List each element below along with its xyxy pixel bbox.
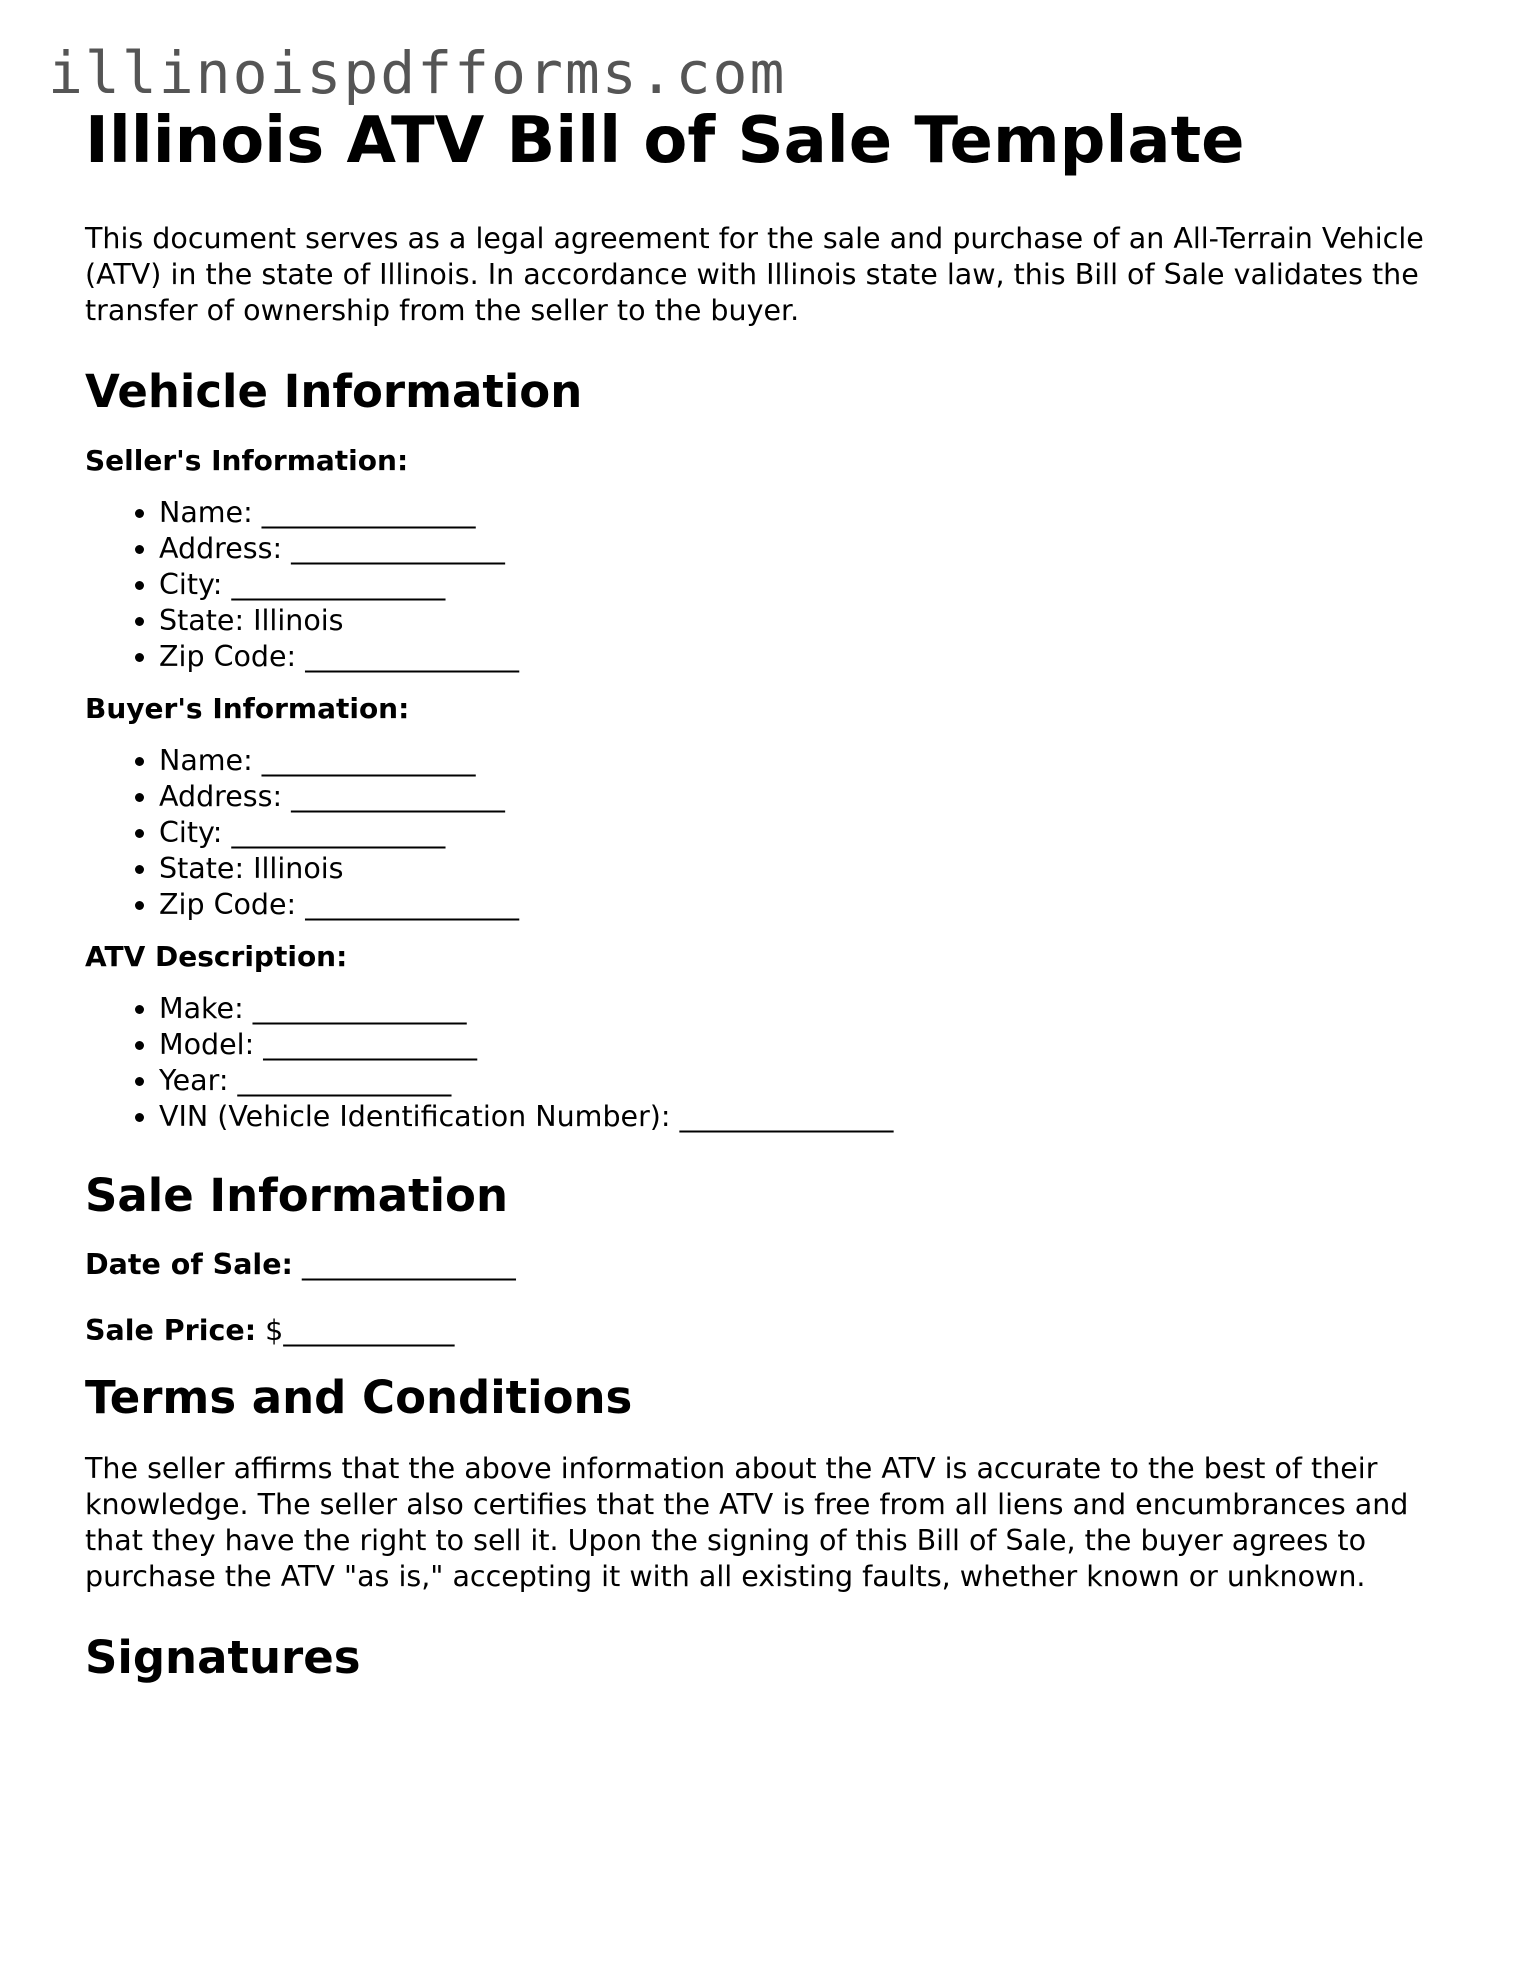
seller-city-field: • City: _______________ [159,567,1455,603]
seller-name-field: • Name: _______________ [159,495,1455,531]
atv-fields-list [85,991,1455,1135]
seller-information-heading: Seller's Information: [85,443,409,477]
signatures-heading: Signatures [85,1630,361,1684]
seller-zip-field: • Zip Code: _______________ [159,639,1455,675]
buyer-zip-field: • Zip Code: _______________ [159,887,1455,923]
sale-price-label: Sale Price: [85,1313,257,1347]
date-of-sale-blank: _______________ [292,1247,516,1281]
buyer-state-field: • State: Illinois [159,851,1455,887]
seller-address-field: • Address: _______________ [159,531,1455,567]
sale-price-blank: $____________ [256,1313,455,1347]
seller-fields-list [85,495,1455,675]
atv-model-field: • Model: _______________ [159,1027,1455,1063]
date-of-sale-label: Date of Sale: [85,1247,293,1281]
buyer-fields-list [85,743,1455,923]
intro-paragraph: This document serves as a legal agreement for the sale and purchase of an All-Terrain Vehicle (ATV) in the state of Illinois. In accordance with Illinois state law, this Bill of Sale validates the transfer of ownership from the seller to the buyer. [85,221,1424,327]
vehicle-information-heading: Vehicle Information [85,364,583,418]
sale-information-heading: Sale Information [85,1168,508,1222]
atv-vin-field: • VIN (Vehicle Identification Number): _______________ [159,1099,1455,1135]
terms-paragraph: The seller affirms that the above information about the ATV is accurate to the best of their knowledge. The seller also certifies that the ATV is free from all liens and encumbrances and that they have the right to sell it. Upon the signing of this Bill of Sale, the buyer agrees to purchase the ATV "as is," accepting it with all existing faults, whether known or unknown. [85,1451,1409,1593]
document-body [85,105,1455,1685]
buyer-city-field: • City: _______________ [159,815,1455,851]
atv-description-heading: ATV Description: [85,939,348,973]
buyer-name-field: • Name: _______________ [159,743,1455,779]
page-title: Illinois ATV Bill of Sale Template [85,104,1245,178]
sale-price-line [85,1313,1455,1349]
site-watermark: illinoispdfforms.com [48,39,787,107]
date-of-sale-line [85,1247,1455,1283]
terms-heading: Terms and Conditions [85,1370,633,1424]
buyer-address-field: • Address: _______________ [159,779,1455,815]
atv-make-field: • Make: _______________ [159,991,1455,1027]
atv-year-field: • Year: _______________ [159,1063,1455,1099]
buyer-information-heading: Buyer's Information: [85,691,410,725]
seller-state-field: • State: Illinois [159,603,1455,639]
